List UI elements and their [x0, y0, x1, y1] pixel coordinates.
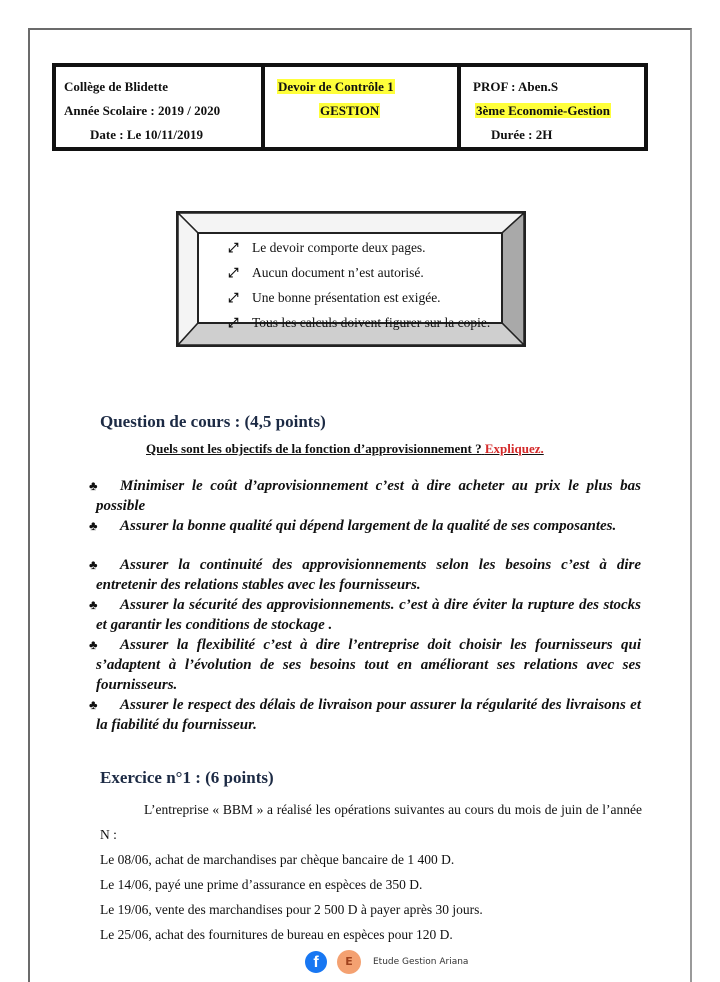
double-diagonal-arrow-icon: ⤢ [228, 314, 239, 330]
club-icon: ♣ [89, 597, 98, 612]
exercise-intro: L’entreprise « BBM » a réalisé les opérations suivantes au cours du mois de juin de l’année N : [100, 802, 642, 842]
answer-item [89, 516, 641, 536]
school-name: Collège de Blidette [64, 79, 168, 94]
exam-subject: GESTION [320, 103, 380, 118]
answer-list [89, 476, 641, 735]
instruction-text: Aucun document n’est autorisé. [252, 264, 424, 280]
question-prompt [146, 441, 544, 457]
answer-text: Assurer le respect des délais de livraison pour assurer la régularité des livraisons et la fiabilité du fournisseur. [96, 697, 641, 733]
operations-list [100, 847, 642, 947]
header-teacher-cell [461, 67, 644, 147]
exercise-body [100, 797, 642, 947]
operation-item: Le 19/06, vente des marchandises pour 2 500 D à payer après 30 jours. [100, 902, 483, 917]
page-name-link[interactable]: Etude Gestion Ariana [373, 957, 469, 967]
instruction-text: Une bonne présentation est exigée. [252, 289, 441, 305]
footer-watermark [305, 950, 468, 974]
instruction-item [228, 235, 524, 260]
question-title: Question de cours : (4,5 points) [100, 412, 326, 431]
answer-item [89, 476, 641, 516]
page-avatar-icon[interactable]: E [337, 950, 361, 974]
answer-item [89, 635, 641, 695]
double-diagonal-arrow-icon: ⤢ [228, 289, 239, 305]
header-table [52, 63, 648, 151]
club-icon: ♣ [89, 557, 98, 572]
instruction-text: Tous les calculs doivent figurer sur la copie. [252, 314, 491, 330]
instruction-text: Le devoir comporte deux pages. [252, 239, 426, 255]
instruction-item [228, 260, 524, 285]
answer-item [89, 595, 641, 635]
teacher-name: PROF : Aben.S [473, 79, 559, 94]
answer-item [89, 695, 641, 735]
answer-text: Assurer la continuité des approvisionnements selon les besoins c’est à dire entretenir des relations stables avec les fournisseurs. [96, 557, 641, 593]
operation-item: Le 25/06, achat des fournitures de bureau en espèces pour 120 D. [100, 927, 453, 942]
club-icon: ♣ [89, 637, 98, 652]
class-name: 3ème Economie-Gestion [476, 103, 610, 118]
exercise-title: Exercice n°1 : (6 points) [100, 768, 274, 787]
instruction-item [228, 285, 524, 310]
school-year: Année Scolaire : 2019 / 2020 [64, 103, 221, 118]
answer-text: Assurer la flexibilité c’est à dire l’entreprise doit choisir les fournisseurs qui s’adaptent à l’évolution de ses besoins tout en améliorant ses relations avec ses fournisseurs. [96, 637, 641, 693]
header-school-cell [56, 67, 261, 147]
question-prompt-emphasis: Expliquez. [484, 441, 544, 456]
double-diagonal-arrow-icon: ⤢ [228, 239, 239, 255]
club-icon: ♣ [89, 478, 98, 493]
answer-text: Minimiser le coût d’aprovisionnement c’est à dire acheter au prix le plus bas possible [96, 478, 641, 514]
facebook-icon[interactable]: f [305, 951, 327, 973]
exam-duration: Durée : 2H [491, 127, 553, 142]
operation-item: Le 08/06, achat de marchandises par chèque bancaire de 1 400 D. [100, 852, 455, 867]
answer-text: Assurer la bonne qualité qui dépend largement de la qualité de ses composantes. [120, 518, 617, 534]
instruction-item [228, 310, 524, 335]
question-prompt-text: Quels sont les objectifs de la fonction d’approvisionnement ? [146, 441, 482, 456]
club-icon: ♣ [89, 518, 98, 533]
operation-item: Le 14/06, payé une prime d’assurance en espèces de 350 D. [100, 877, 423, 892]
instructions-list [228, 235, 524, 345]
club-icon: ♣ [89, 697, 98, 712]
answer-text: Assurer la sécurité des approvisionnements. c’est à dire éviter la rupture des stocks et garantir les conditions de stockage . [96, 597, 641, 633]
header-exam-cell [265, 67, 457, 147]
instructions-box [176, 211, 526, 347]
answer-item [89, 555, 641, 595]
exam-title: Devoir de Contrôle 1 [278, 79, 394, 94]
double-diagonal-arrow-icon: ⤢ [228, 264, 239, 280]
exam-date: Date : Le 10/11/2019 [90, 127, 204, 142]
